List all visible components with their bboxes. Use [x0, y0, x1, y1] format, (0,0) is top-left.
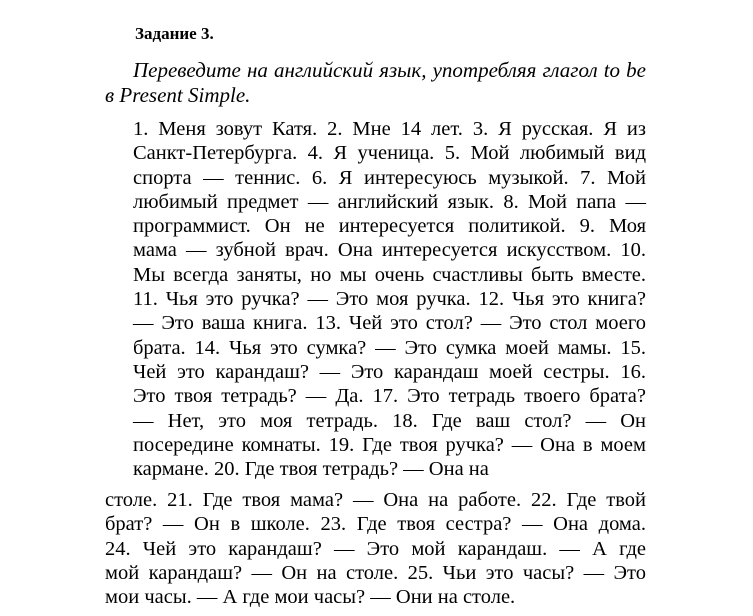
text-line: 11. Чья это ручка? — Это моя ручка. 12. Чья это книга?: [133, 288, 646, 311]
text-line: программист. Он не интересуется политикой. 9. Моя: [133, 215, 646, 238]
text-line: Санкт-Петербурга. 4. Я ученица. 5. Мой любимый вид: [133, 142, 646, 165]
text-line: мама — зубной врач. Она интересуется искусством. 10.: [133, 239, 646, 262]
text-line: брат? — Он в школе. 23. Где твоя сестра? — Она дома.: [105, 513, 646, 536]
text-line: столе. 21. Где твоя мама? — Она на работе. 22. Где твой: [105, 489, 646, 511]
text-line: спорта — теннис. 6. Я интересуюсь музыкой. 7. Мой: [133, 166, 646, 189]
text-line: любимый предмет — английский язык. 8. Мой папа —: [133, 190, 646, 213]
text-line: мои часы. — А где мои часы? — Они на столе.: [105, 586, 516, 609]
text-line: Мы всегда заняты, но мы очень счастливы быть вместе.: [133, 263, 646, 286]
exercise-text-part-2: [105, 488, 646, 609]
text-line: 1. Меня зовут Катя. 2. Мне 14 лет. 3. Я русская. Я из: [133, 118, 646, 140]
text-line: Это твоя тетрадь? — Да. 17. Это тетрадь твоего брата?: [133, 385, 646, 408]
exercise-text-part-1: [105, 117, 646, 481]
text-line: посередине комнаты. 19. Где твоя ручка? — Она в моем: [133, 433, 646, 456]
text-line: брата. 14. Чья это сумка? — Это сумка моей мамы. 15.: [133, 336, 646, 359]
text-line: Чей это карандаш? — Это карандаш моей сестры. 16.: [133, 360, 646, 383]
text-line: — Это ваша книга. 13. Чей это стол? — Это стол моего: [133, 312, 646, 335]
task-instruction: Переведите на английский язык, употребляя глагол to be в Present Simple.: [105, 58, 646, 107]
text-line: кармане. 20. Где твоя тетрадь? — Она на: [133, 458, 489, 481]
text-line: — Нет, это моя тетрадь. 18. Где ваш стол? — Он: [133, 409, 646, 432]
text-line: мой карандаш? — Он на столе. 25. Чьи это часы? — Это: [105, 561, 646, 584]
task-title: Задание 3.: [135, 24, 214, 43]
text-line: 24. Чей это карандаш? — Это мой карандаш. — А где: [105, 537, 646, 560]
